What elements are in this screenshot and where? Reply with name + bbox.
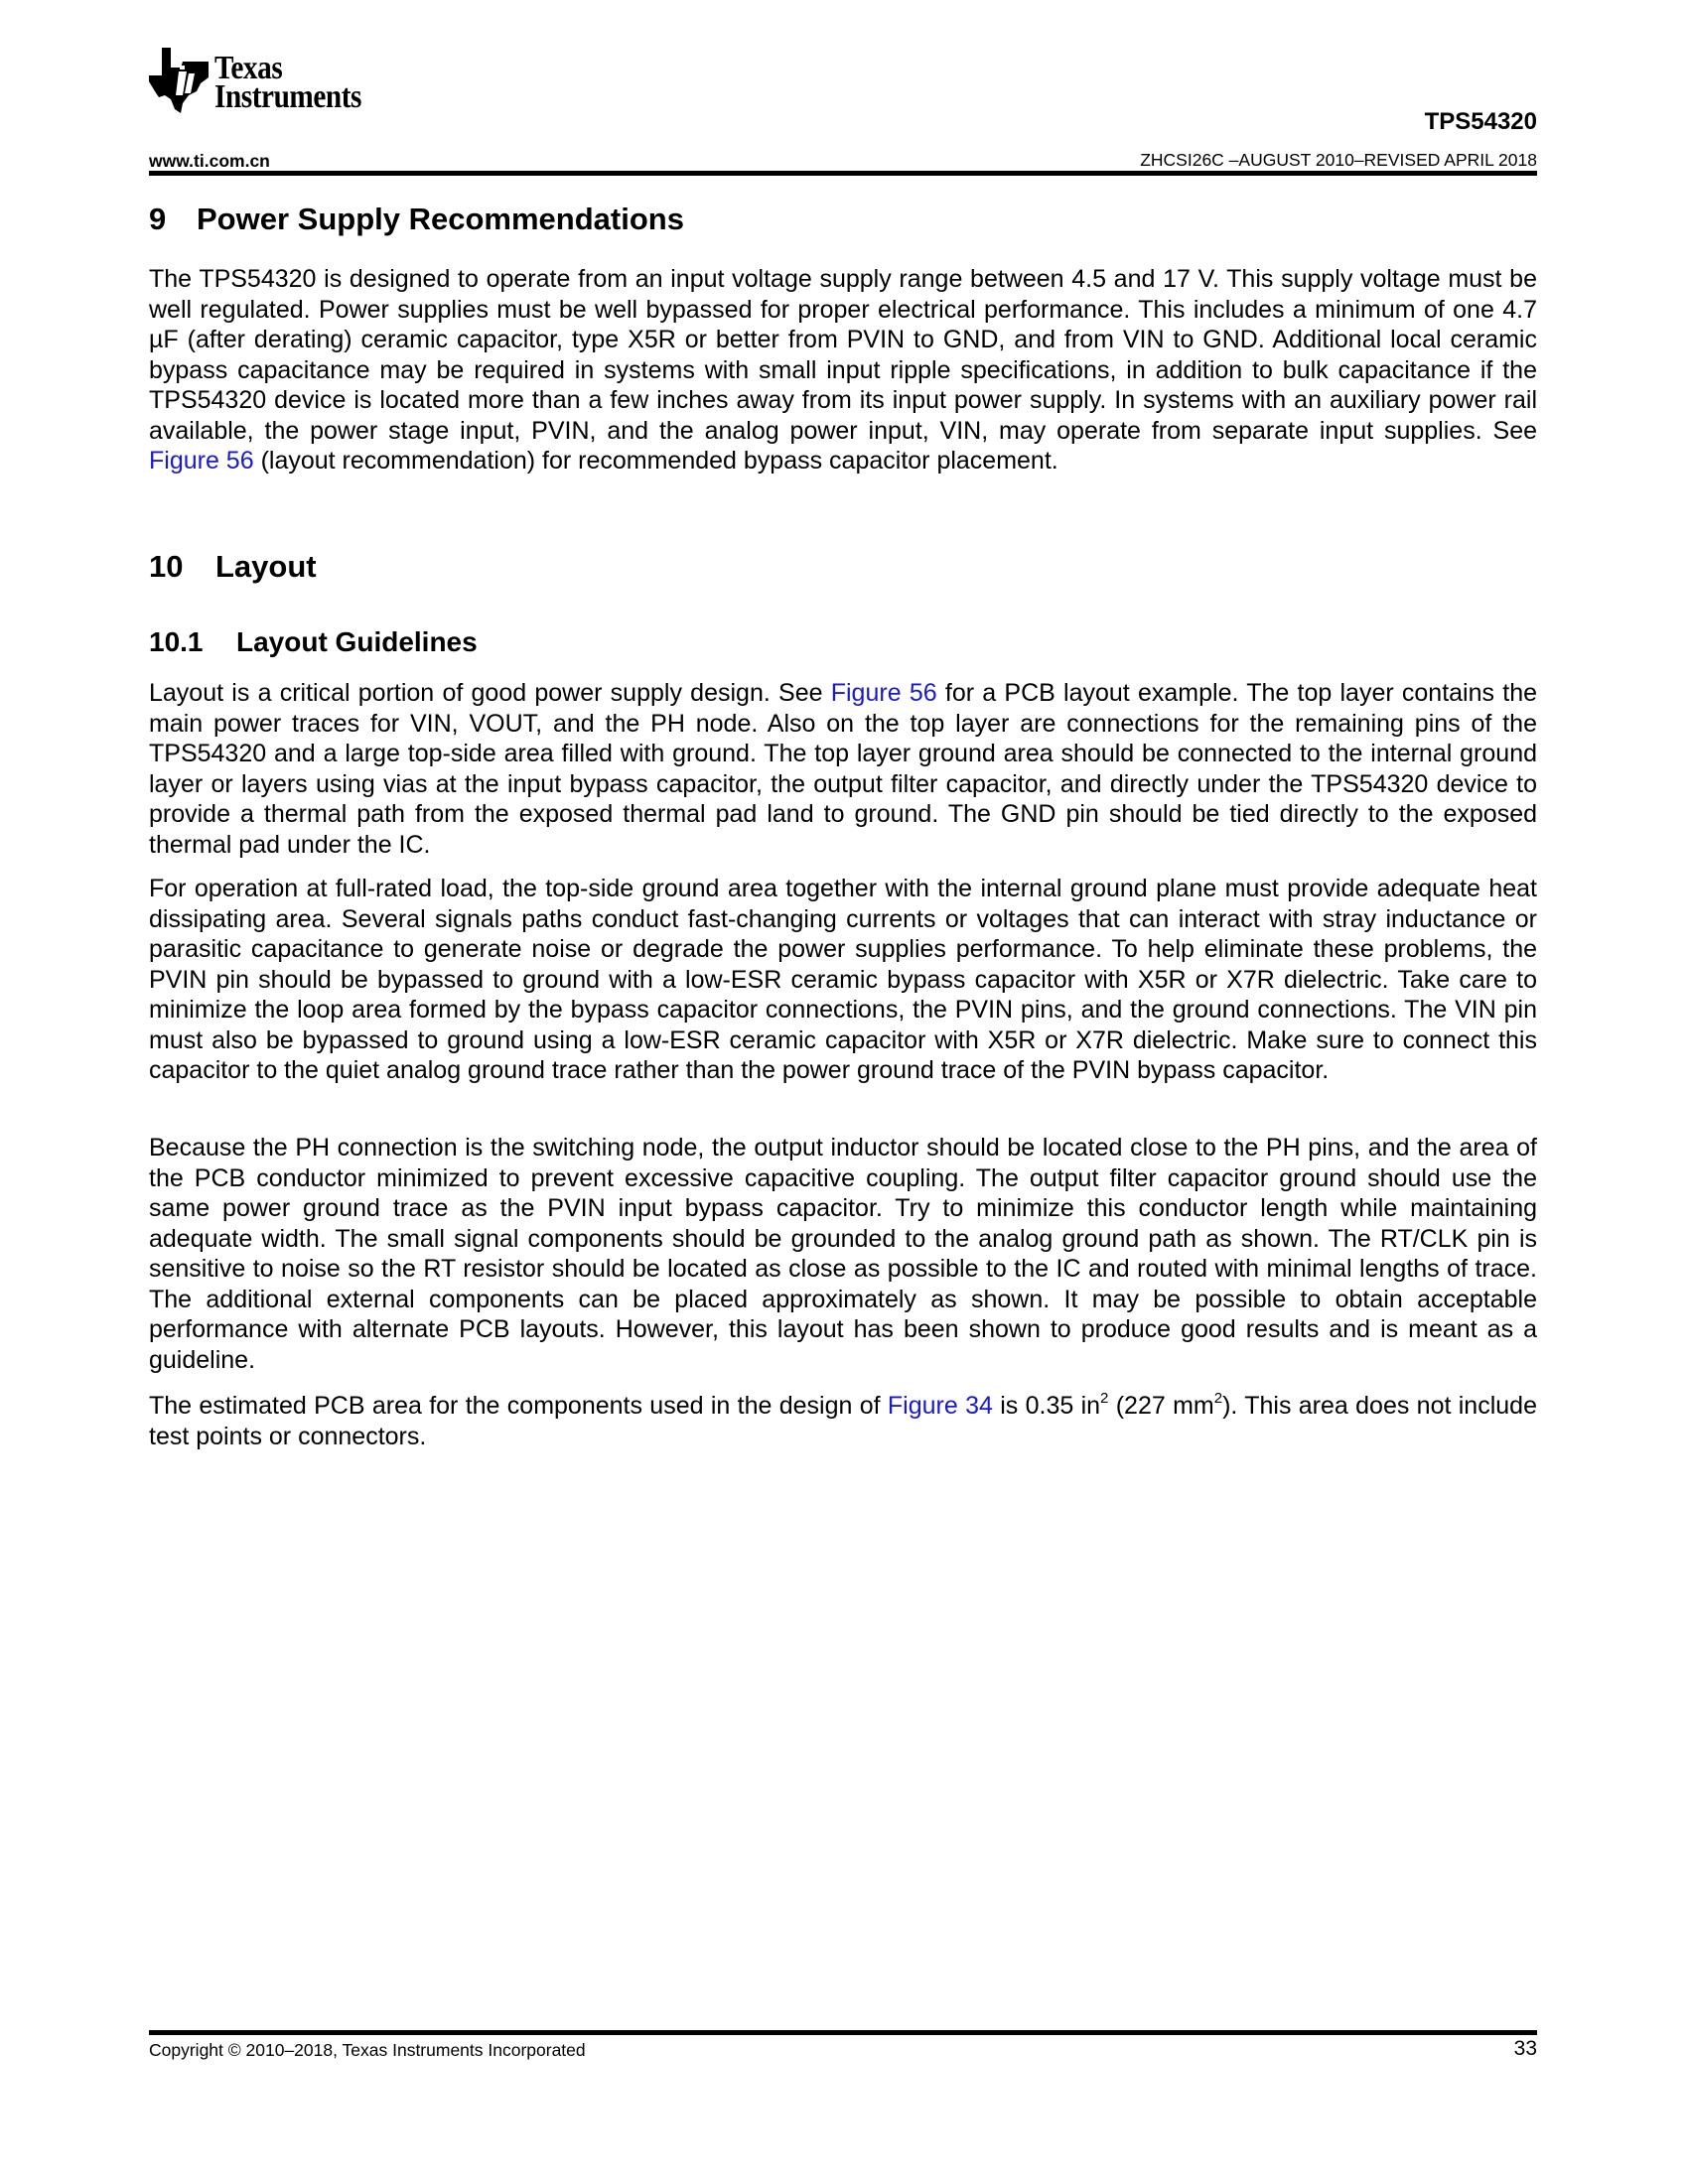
paragraph-text: (227 mm [1108,1392,1214,1420]
superscript: 2 [1213,1390,1223,1407]
paragraph-text: The TPS54320 is designed to operate from an input voltage supply range between 4.5 and 17 V. This supply voltage must be well regulated. Power supplies must be well bypassed for proper electrical performance. This includes a minimum of one 4.7 µF (after derating) ceramic capacitor, type X5R or better from PVIN to GND, and from VIN to GND. Additional local ceramic bypass capacitance may be required in systems with small input ripple specifications, in addition to bulk capacitance if the TPS54320 device is located more than a few inches away from its input power supply. In systems with an auxiliary power rail available, the power stage input, PVIN, and the analog power input, VIN, may operate from separate input supplies. See [149,265,1537,445]
section-number: 10.1 [149,626,204,657]
paragraph-layout-intro [149,678,1537,860]
revision-info: ZHCSI26C –AUGUST 2010–REVISED APRIL 2018 [1140,150,1537,170]
section-9-heading [149,203,684,236]
superscript: 2 [1100,1390,1109,1407]
section-10-1-heading [149,626,478,658]
footer-rule [149,2030,1537,2035]
copyright-notice: Copyright © 2010–2018, Texas Instruments Incorporated [149,2040,586,2060]
website-link[interactable]: www.ti.com.cn [149,151,270,171]
paragraph-text: ). This area does not include test points or connectors. [149,1392,1537,1450]
paragraph-pcb-area [149,1391,1537,1451]
section-title: Layout [215,549,317,584]
figure-56-link[interactable]: Figure 56 [149,447,254,475]
section-10-heading [149,550,317,584]
paragraph-text: for a PCB layout example. The top layer contains the main power traces for VIN, VOUT, and the PH node. Also on the top layer are connections for the remaining pins of the TPS54320 and a large top-side area filled with ground. The top layer ground area should be connected to the internal ground layer or layers using vias at the input bypass capacitor, the output filter capacitor, and directly under the TPS54320 device to provide a thermal path from the exposed thermal pad land to ground. The GND pin should be tied directly to the exposed thermal pad under the IC. [149,679,1537,859]
ti-logo [149,48,407,113]
paragraph-switching-node: Because the PH connection is the switching node, the output inductor should be located close to the PH pins, and the area of the PCB conductor minimized to prevent excessive capacitive coupling. The output filter capacitor ground should use the same power ground trace as the PVIN input bypass capacitor. Try to minimize this conductor length while maintaining adequate width. The small signal components should be grounded to the analog ground path as shown. The RT/CLK pin is sensitive to noise so the RT resistor should be located as close as possible to the IC and routed with minimal lengths of trace. The additional external components can be placed approximately as shown. It may be possible to obtain acceptable performance with alternate PCB layouts. However, this layout has been shown to produce good results and is meant as a guideline. [149,1134,1537,1374]
logo-text-instruments: Instruments [214,78,361,115]
figure-34-link[interactable]: Figure 34 [887,1392,993,1420]
section-number: 9 [149,202,167,236]
section-title: Power Supply Recommendations [197,202,684,236]
header-rule [149,171,1537,176]
paragraph-text: The estimated PCB area for the components used in the design of [149,1392,888,1420]
logo-text-texas: Texas [214,50,283,86]
paragraph-text: is 0.35 in [992,1392,1101,1420]
paragraph-full-rated-load: For operation at full-rated load, the top-side ground area together with the internal ground plane must provide adequate heat dissipating area. Several signals paths conduct fast-changing currents or voltages that can interact with stray inductance or parasitic capacitance to generate noise or degrade the power supplies performance. To help eliminate these problems, the PVIN pin should be bypassed to ground with a low-ESR ceramic bypass capacitor with X5R or X7R dielectric. Take care to minimize the loop area formed by the bypass capacitor connections, the PVIN pins, and the ground connections. The VIN pin must also be bypassed to ground using a low-ESR ceramic capacitor with X5R or X7R dielectric. Make sure to connect this capacitor to the quiet analog ground trace rather than the power ground trace of the PVIN bypass capacitor. [149,875,1537,1084]
paragraph-power-supply [149,264,1537,477]
paragraph-text: (layout recommendation) for recommended bypass capacitor placement. [253,447,1058,475]
section-number: 10 [149,549,184,584]
figure-56-link[interactable]: Figure 56 [830,679,937,707]
ti-texas-logo-icon [149,48,211,113]
document-part-number: TPS54320 [1424,108,1537,135]
section-title: Layout Guidelines [236,626,478,657]
page-number: 33 [1513,2037,1537,2060]
paragraph-text: Layout is a critical portion of good power supply design. See [149,679,831,707]
